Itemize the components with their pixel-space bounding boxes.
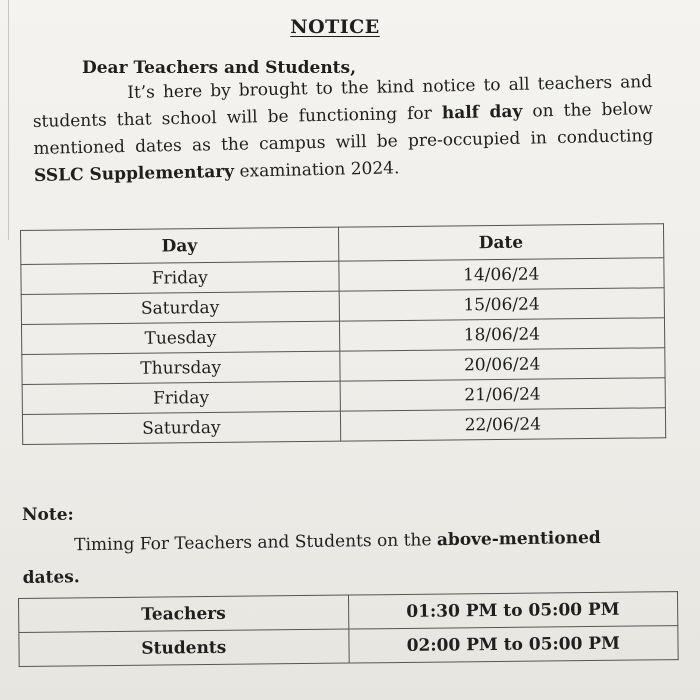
note-label: Note:	[22, 505, 74, 525]
day-column-header: Day	[21, 227, 339, 264]
date-cell: 15/06/24	[339, 288, 665, 321]
time-cell: 01:30 PM to 05:00 PM	[348, 592, 678, 629]
day-cell: Tuesday	[21, 321, 339, 354]
date-cell: 18/06/24	[339, 318, 665, 351]
paragraph-indent	[22, 550, 74, 551]
role-cell: Teachers	[19, 595, 349, 632]
day-cell: Friday	[21, 261, 339, 294]
body-text-exam-name: SSLC Supplementary	[33, 161, 235, 186]
notice-body	[32, 69, 654, 190]
time-cell: 02:00 PM to 05:00 PM	[348, 626, 678, 663]
day-cell: Saturday	[22, 411, 340, 444]
body-text-part1: It’s here by brought to the kind notice to all teachers and students that school will be functioning for	[32, 72, 653, 132]
timing-text-bold: above-mentioned	[436, 527, 601, 551]
date-cell: 14/06/24	[338, 258, 664, 291]
table-row	[22, 408, 665, 445]
timing-text	[22, 521, 671, 594]
salutation: Dear Teachers and Students,	[82, 58, 357, 78]
notice-title: NOTICE	[290, 16, 380, 38]
paragraph-indent	[32, 98, 127, 100]
days-table	[20, 223, 666, 445]
date-column-header: Date	[338, 224, 664, 261]
date-cell: 21/06/24	[340, 378, 666, 411]
timing-text-part1: Timing For Teachers and Students on the	[74, 530, 438, 556]
table-row	[19, 626, 678, 667]
day-cell: Thursday	[22, 351, 340, 384]
body-text-part3: examination 2024.	[233, 158, 400, 182]
timing-text-part2: dates.	[22, 567, 80, 588]
day-cell: Saturday	[21, 291, 339, 324]
date-cell: 22/06/24	[340, 408, 666, 441]
day-cell: Friday	[22, 381, 340, 414]
role-cell: Students	[19, 629, 349, 666]
body-text-part2: on the below mentioned dates as the campus will be pre-occupied in conducting	[33, 99, 654, 159]
date-cell: 20/06/24	[339, 348, 665, 381]
body-text-half-day: half day	[441, 101, 523, 124]
timing-table	[18, 591, 679, 667]
